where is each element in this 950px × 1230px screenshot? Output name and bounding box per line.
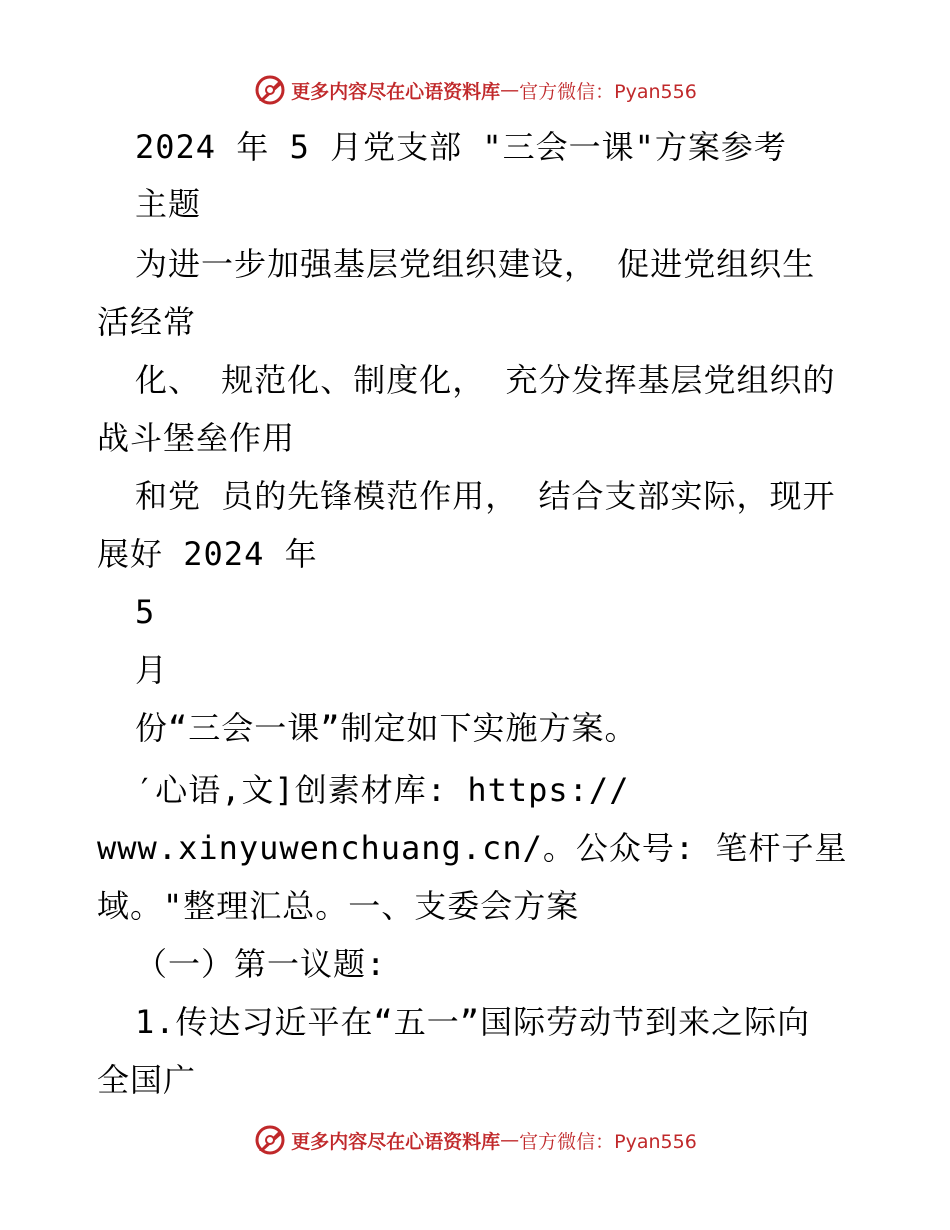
watermark-banner-top	[0, 70, 950, 110]
watermark-wechat: 官方微信：Pyan556	[519, 80, 697, 103]
watermark-banner-bottom	[0, 1120, 950, 1160]
watermark-text: 更多内容尽在心语资料库	[291, 1130, 501, 1153]
text-line: 主题	[135, 185, 202, 223]
text-line: 域。"整理汇总。一、支委会方案	[97, 887, 580, 925]
watermark-wechat: 官方微信：Pyan556	[519, 1130, 697, 1153]
text-line: 为进一步加强基层党组织建设， 促进党组织生	[135, 245, 816, 283]
watermark-dash: —	[500, 79, 520, 101]
text-line: 活经常	[97, 303, 197, 341]
watermark-dash: —	[500, 1129, 520, 1151]
text-line: 月	[135, 651, 169, 689]
text-line: 全国广	[97, 1061, 197, 1099]
quill-logo-icon	[253, 1123, 287, 1157]
text-line: （一）第一议题:	[135, 945, 387, 983]
text-line: 份“三会一课”制定如下实施方案。	[135, 709, 638, 747]
text-line: 和党 员的先锋模范作用， 结合支部实际，现开	[135, 477, 836, 515]
text-line: 展好 2024 年	[97, 535, 318, 573]
text-line: www.xinyuwenchuang.cn/。公众号: 笔杆子星	[97, 829, 848, 867]
text-line: 5	[135, 593, 156, 631]
text-line: 战斗堡垒作用	[97, 419, 296, 457]
text-line: ′心语,文]创素材库: https://	[135, 771, 630, 809]
document-title: 2024 年 5 月党支部 "三会一课"方案参考	[135, 128, 787, 166]
watermark-text: 更多内容尽在心语资料库	[291, 80, 501, 103]
text-line: 1.传达习近平在“五一”国际劳动节到来之际向	[135, 1003, 811, 1041]
quill-logo-icon	[253, 73, 287, 107]
text-line: 化、 规范化、制度化， 充分发挥基层党组织的	[135, 361, 836, 399]
